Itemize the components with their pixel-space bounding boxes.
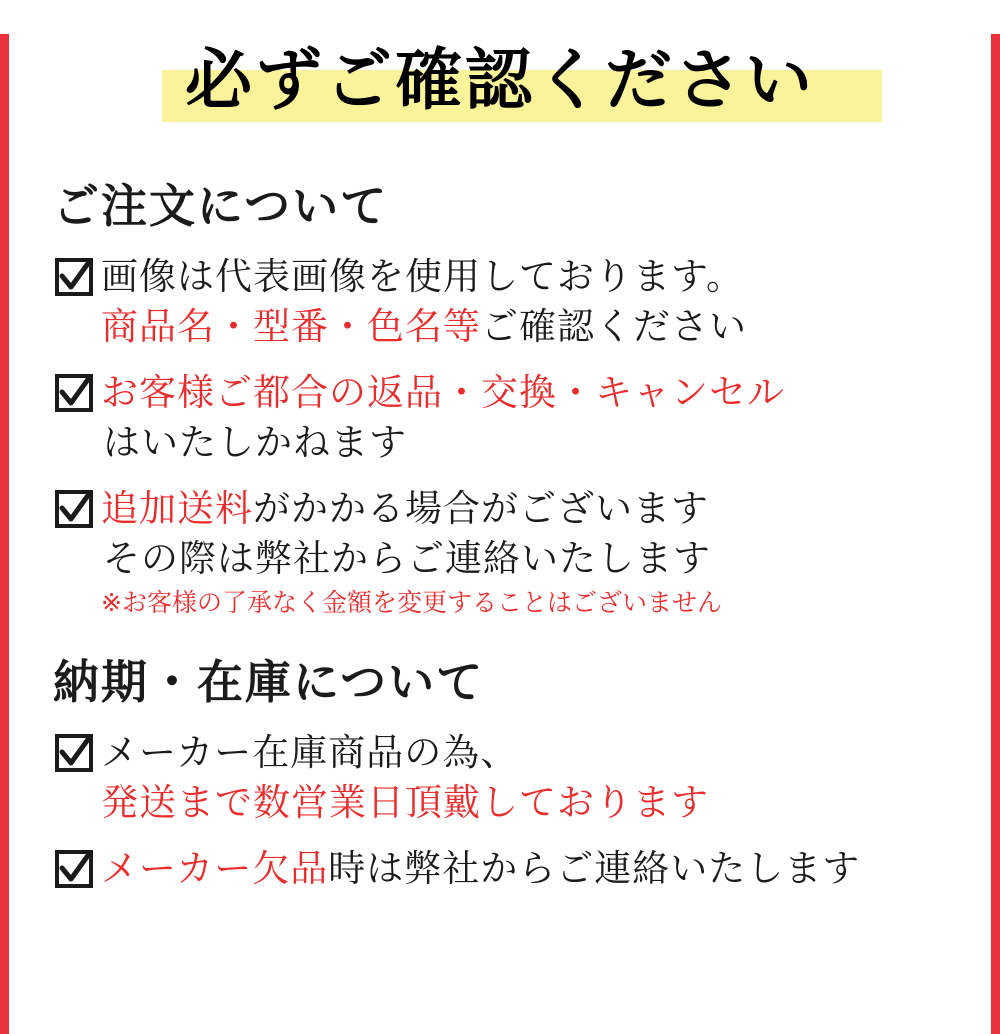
text-normal: ご確認ください bbox=[481, 305, 747, 348]
list-item bbox=[55, 728, 963, 828]
text-emphasis: 追加送料 bbox=[101, 487, 253, 530]
checkbox-checked-icon bbox=[55, 734, 93, 772]
text-emphasis: 商品名・型番・色名等 bbox=[101, 305, 481, 348]
checkbox-checked-icon bbox=[55, 490, 93, 528]
checkbox-checked-icon bbox=[55, 374, 93, 412]
list-item-text bbox=[101, 252, 963, 352]
list-item-text bbox=[101, 368, 963, 468]
text-line: お客様ご都合の返品・交換・キャンセル bbox=[101, 371, 785, 414]
text-normal: 時は弊社からご連絡いたします bbox=[328, 847, 861, 890]
text-line bbox=[101, 844, 963, 894]
list-item bbox=[55, 844, 963, 894]
text-line: メーカー在庫商品の為、 bbox=[101, 731, 519, 774]
list-item bbox=[55, 484, 963, 622]
list-item-text bbox=[101, 728, 963, 828]
text-line: はいたしかねます bbox=[103, 421, 407, 464]
notice-content bbox=[9, 34, 991, 1034]
section-heading-delivery: 納期・在庫について bbox=[53, 655, 485, 709]
list-item bbox=[55, 368, 963, 468]
list-item-text bbox=[101, 844, 963, 894]
page-title: 必ずご確認ください bbox=[185, 41, 815, 119]
text-line: 画像は代表画像を使用しております。 bbox=[101, 255, 745, 298]
text-note: ※お客様の了承なく金額を変更することはございません bbox=[101, 588, 722, 617]
notice-page bbox=[0, 34, 1000, 1034]
checkbox-checked-icon bbox=[55, 850, 93, 888]
list-item bbox=[55, 252, 963, 352]
checkbox-checked-icon bbox=[55, 258, 93, 296]
page-title-block bbox=[37, 34, 963, 130]
text-line: 発送まで数営業日頂戴しております bbox=[101, 781, 709, 824]
text-line bbox=[101, 302, 963, 352]
list-item-text bbox=[101, 484, 963, 622]
section-heading-orders: ご注文について bbox=[53, 179, 389, 233]
text-normal: がかかる場合がございます bbox=[253, 487, 709, 530]
text-line bbox=[101, 484, 963, 534]
text-emphasis: メーカー欠品 bbox=[101, 847, 329, 890]
text-line: その際は弊社からご連絡いたします bbox=[103, 537, 711, 580]
